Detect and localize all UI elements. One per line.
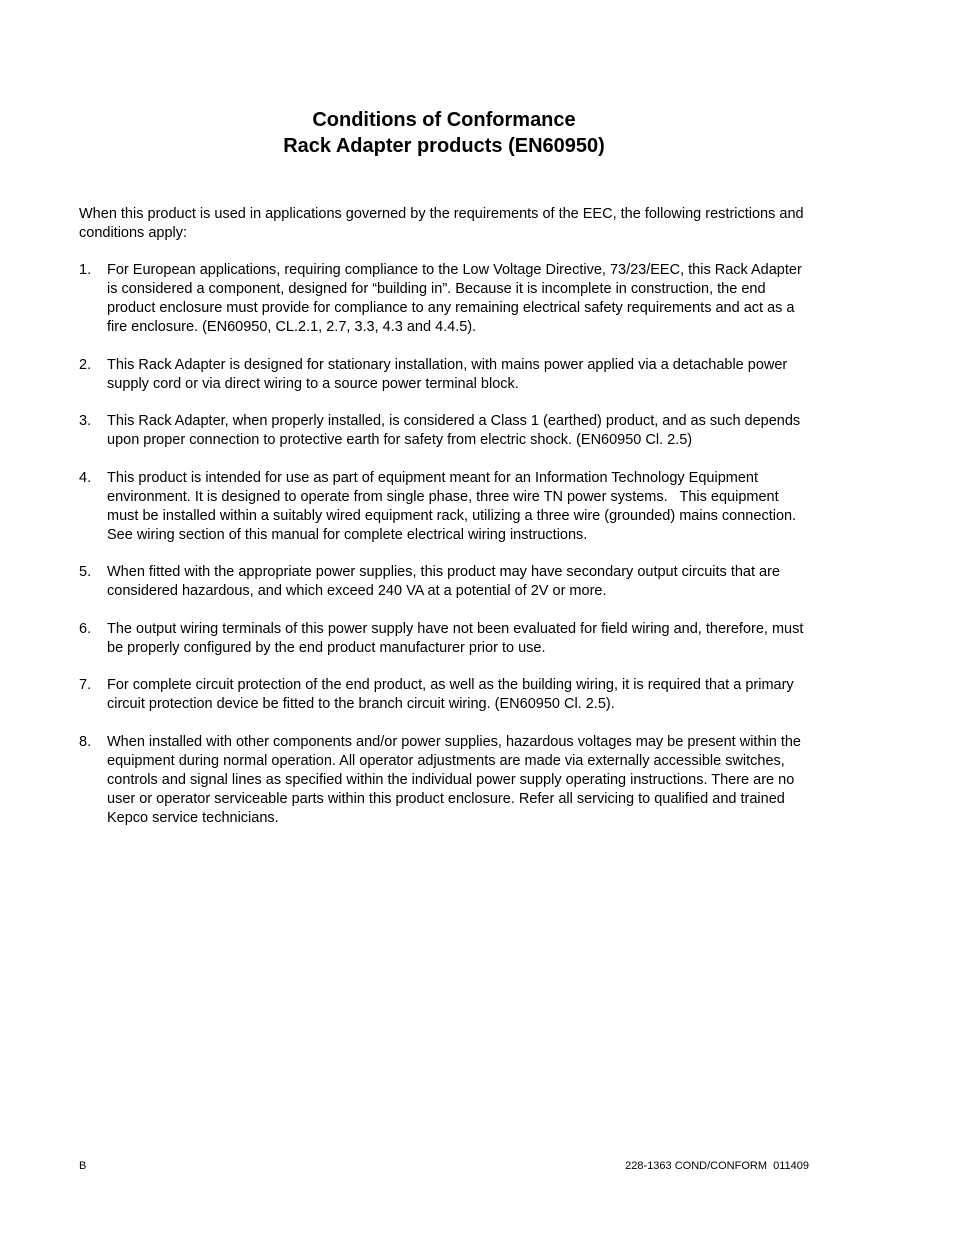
footer-revision: B [79,1160,87,1172]
title-line-1: Conditions of Conformance [312,109,576,131]
item-text: For European applications, requiring compliance to the Low Voltage Directive, 73/23/EEC, this Rack Adapter is considered a component, designed for “building in”. Because it is incomplete in construction, the end product enclosure must provide for compliance to any remaining electrical safety requirements and act as a fire enclosure. (EN60950, CL.2.1, 2.7, 3.3, 4.3 and 4.4.5). [107,262,806,335]
item-number: 3. [79,413,92,429]
list-item [79,733,814,828]
list-item [79,676,814,714]
item-number: 6. [79,620,92,637]
list-item [79,469,814,545]
list-item [79,261,814,337]
item-text: This product is intended for use as part of equipment meant for an Information Technology Equipment environment. It is designed to operate from single phase, three wire TN power systems. This equipment must be installed within a suitably wired equipment rack, utilizing a three wire (grounded) mains connection. See wiring section of this manual for complete electrical wiring instructions. [107,469,809,543]
page-title [0,107,888,159]
list-item [79,356,814,394]
list-item [79,412,814,450]
title-line-2: Rack Adapter products (EN60950) [283,135,605,157]
list-item [79,563,814,601]
item-number: 2. [79,356,92,373]
item-text: This Rack Adapter is designed for stationary installation, with mains power applied via a detachable power supply cord or via direct wiring to a source power terminal block. [107,356,792,392]
item-number: 1. [79,262,92,278]
item-number: 8. [79,733,92,750]
item-number: 4. [79,469,92,486]
item-text: This Rack Adapter, when properly installed, is considered a Class 1 (earthed) product, and as such depends upon proper connection to protective earth for safety from electric shock. (EN60950 Cl. 2.5) [107,413,805,448]
item-number: 7. [79,677,92,693]
conditions-list [79,261,814,846]
list-item [79,620,814,658]
item-number: 5. [79,564,92,580]
item-text: The output wiring terminals of this power supply have not been evaluated for field wiring and, therefore, must be properly configured by the end product manufacturer prior to use. [107,620,808,656]
item-text: When installed with other components and/or power supplies, hazardous voltages may be present within the equipment during normal operation. All operator adjustments are made via externally accessible switches, controls and signal lines as specified within the individual power supply operating instructions. There are no user or operator serviceable parts within this product enclosure. Refer all servicing to qualified and trained Kepco service technicians. [107,733,806,826]
item-text: When fitted with the appropriate power supplies, this product may have secondary output circuits that are considered hazardous, and which exceed 240 VA at a potential of 2V or more. [107,564,785,599]
item-text: For complete circuit protection of the end product, as well as the building wiring, it is required that a primary circuit protection device be fitted to the branch circuit wiring. (EN60950 Cl. 2.5). [107,677,798,712]
intro-paragraph: When this product is used in applications governed by the requirements of the EEC, the following restrictions and conditions apply: [79,206,804,241]
footer-document-number: 228-1363 COND/CONFORM 011409 [625,1160,809,1172]
